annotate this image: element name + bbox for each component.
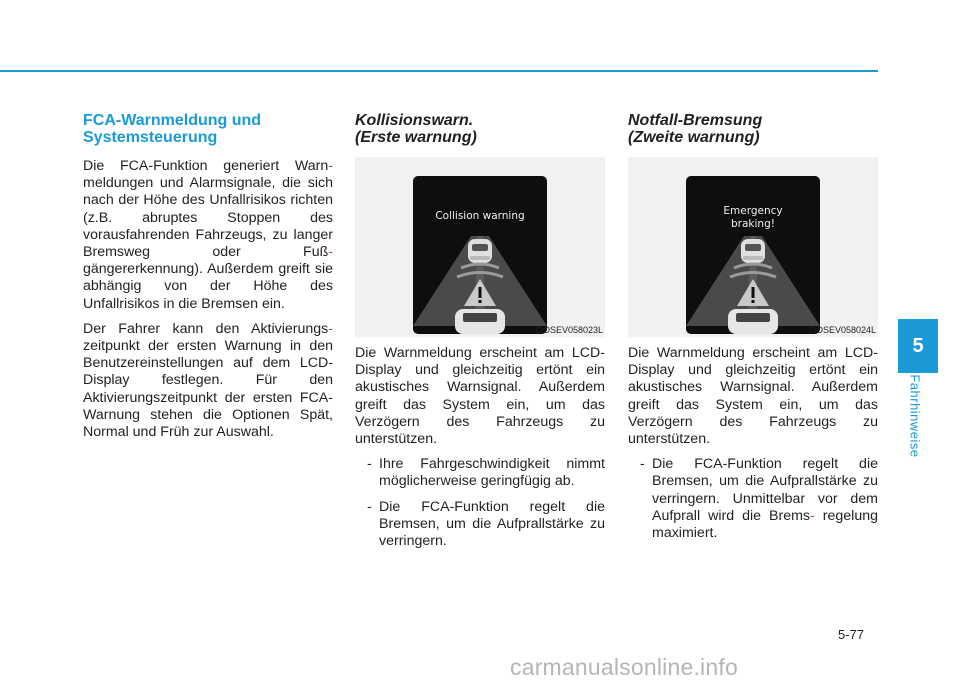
- bullet-dash: -: [367, 498, 372, 515]
- list-item-text: regelung maximiert.: [652, 507, 878, 542]
- list-item-text: Ihre Fahrgeschwindigkeit nimmt möglicherweise geringfügig ab.: [379, 456, 605, 490]
- page-number: 5-77: [838, 627, 865, 642]
- text-run: meldungen und Alarmsignale, die sich nach der Höhe des Unfallrisikos richten (z.B. abruptes Stoppen des vorausfahrenden Fahrzeugs, zu langer Bremsweg oder Fuß: [83, 175, 333, 261]
- lcd-display-illustration: [686, 176, 820, 334]
- chapter-label: [907, 373, 923, 458]
- paragraph-activation-timing: [83, 321, 333, 441]
- hyphen-mark: -: [810, 507, 815, 524]
- own-vehicle-icon: [728, 309, 778, 334]
- heading-line-1: Notfall-Bremsung: [628, 112, 763, 129]
- chapter-tab: 5: [898, 319, 938, 373]
- section-heading: [83, 112, 333, 146]
- heading-line-1: Kollisionswarn.: [355, 112, 474, 129]
- hyphen-mark: -: [328, 244, 333, 261]
- list-item-text: Die FCA-Funktion regelt die Bremsen, um die Aufprallstärke zu verringern.: [379, 498, 605, 550]
- column-fca-warning: [83, 112, 333, 449]
- hyphen-mark: -: [328, 320, 333, 337]
- heading-line-1: FCA-Warnmeldung und: [83, 112, 262, 129]
- column-emergency-braking: [628, 112, 878, 550]
- bullet-list: [355, 456, 605, 550]
- column-collision-warning: [355, 112, 605, 558]
- watermark-text: carmanualsonline.info: [510, 654, 738, 680]
- bullet-dash: -: [640, 456, 645, 473]
- heading-line-2: (Erste warnung): [355, 129, 477, 146]
- front-vehicle-icon: [468, 239, 492, 263]
- figure-emergency-braking: [628, 157, 878, 337]
- front-vehicle-icon: [741, 239, 765, 263]
- figure-code: OOSEV058024L: [808, 325, 876, 335]
- heading-line-2: (Zweite warnung): [628, 129, 760, 146]
- figure-collision-warning: [355, 157, 605, 337]
- screen-message-line-1: Emergency: [723, 205, 783, 217]
- text-run: gängererkennung). Außerdem greift sie abhängig von der Höhe des Unfallrisikos in die Bremsen ein.: [83, 261, 333, 312]
- list-item: [355, 456, 605, 490]
- subheading: [628, 112, 878, 146]
- paragraph-emergency-info: Die Warnmeldung erscheint am LCD-Display und gleichzeitig ertönt ein akustisches Warnsignal. Außerdem greift das System ein, um das Verzögern des Fahrzeugs zu unterstützen.: [628, 345, 878, 448]
- paragraph-fca-intro: [83, 158, 333, 313]
- subheading: [355, 112, 605, 146]
- top-rule: [0, 70, 878, 72]
- text-run: Die FCA-Funktion generiert Warn: [83, 158, 329, 174]
- list-item-text: Die FCA-Funktion regelt die Bremsen, um die Aufprallstärke zu verringern. Unmittelbar vor dem Aufprall wird die Brems: [652, 456, 878, 524]
- screen-message: Collision warning: [435, 210, 525, 222]
- text-run: Der Fahrer kann den Aktivierungs: [83, 320, 329, 337]
- list-item: [355, 499, 605, 551]
- bullet-list: [628, 456, 878, 542]
- figure-code: OOSEV058023L: [535, 325, 603, 335]
- bullet-dash: -: [367, 456, 372, 473]
- lcd-display-illustration: [413, 176, 547, 334]
- heading-line-2: Systemsteuerung: [83, 129, 218, 146]
- hyphen-mark: -: [328, 158, 333, 174]
- paragraph-collision-info: Die Warnmeldung erscheint am LCD-Display und gleichzeitig ertönt ein akustisches Warnsignal. Außerdem greift das System ein, um das Verzögern des Fahrzeugs zu unterstützen.: [355, 345, 605, 448]
- own-vehicle-icon: [455, 309, 505, 334]
- chapter-label-text: Fahrhinweise: [907, 373, 923, 458]
- screen-message-line-2: braking!: [731, 218, 775, 230]
- list-item: [628, 456, 878, 542]
- text-run: zeitpunkt der ersten Warnung in den Benutzereinstellungen auf dem LCD-Display festlegen. Für den Aktivierungszeitpunkt der ersten FCA-Warnung stehen die Optionen Spät, Normal und Früh zur Auswahl.: [83, 338, 333, 441]
